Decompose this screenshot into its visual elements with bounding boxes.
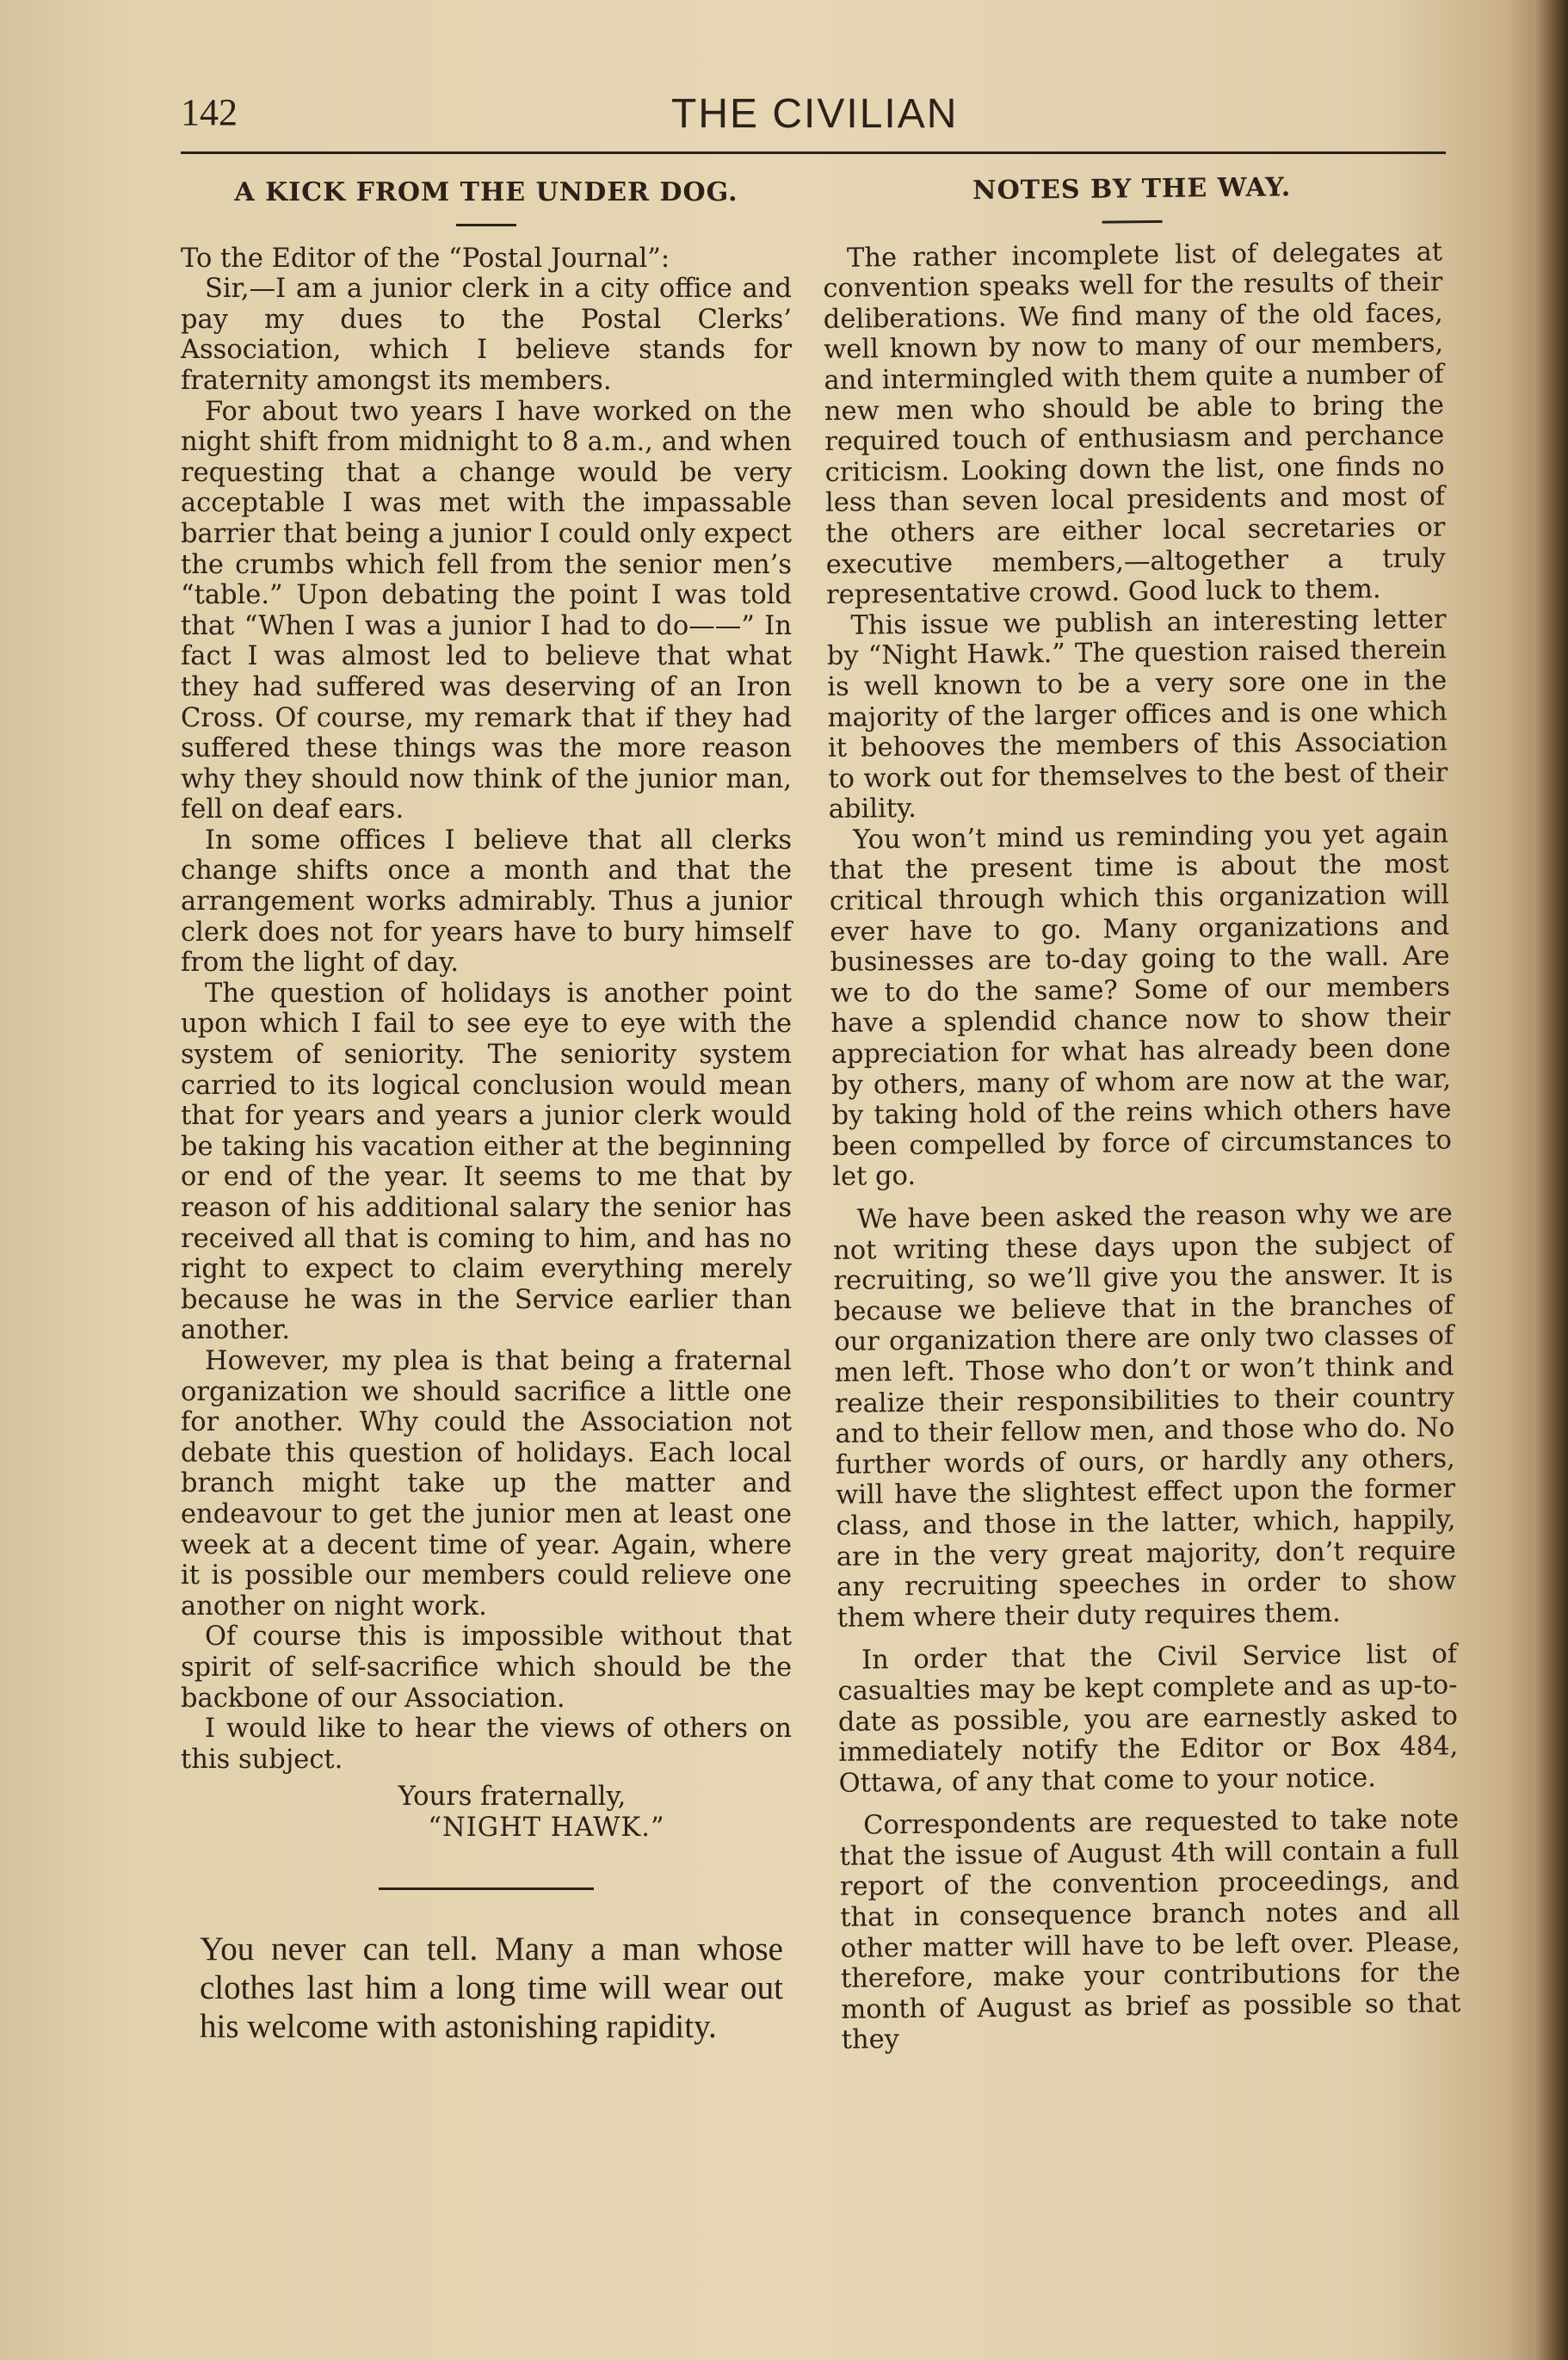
letter-paragraph: I would like to hear the views of others on this subject. xyxy=(181,1714,792,1775)
notes-paragraph: Correspondents are requested to take note that the issue of August 4th will contain a full report of the convention proceedings, and that in consequence branch notes and all other matter will have to be left over. Please, therefore, make your contributions for the month of August as brief as possible so that they xyxy=(839,1804,1461,2056)
notes-paragraph: We have been asked the reason why we are not writing these days upon the subject of recruiting, so we’ll give you the answer. It is because we believe that in the branches of our organization there are only two classes of men left. Those who don’t or won’t think and realize their responsibilities to their country and to their fellow men, and those who do. No further words of ours, or hardly any others, will have the slightest effect upon the former class, and those in the latter, which, happily, are in the very great majority, don’t require any recruiting speeches in order to show them where their duty requires them. xyxy=(832,1198,1457,1634)
article-title-notes: NOTES BY THE WAY. xyxy=(972,172,1292,207)
running-title: THE CIVILIAN xyxy=(671,91,959,137)
letter-paragraph: However, my plea is that being a fraternal organization we should sacrifice a little one for another. Why could the Association not debate this question of holidays. Each local branch might take up the matter and endeavour to get the junior men at least one week at a decent time of year. Again, where it is possible our members could relieve one another on night work. xyxy=(181,1345,792,1622)
right-column xyxy=(822,164,1461,2055)
header-rule xyxy=(181,151,1446,154)
letter-paragraph: Sir,—I am a junior clerk in a city office and pay my dues to the Postal Clerks’ Association, which I believe stands for fraternity amongst its members. xyxy=(181,274,792,396)
letter-paragraph: For about two years I have worked on the night shift from midnight to 8 a.m., and when requesting that a change would be very acceptable I was met with the impassable barrier that being a junior I could only expect the crumbs which fell from the senior men’s “table.” Upon debating the point I was told that “When I was a junior I had to do——” In fact I was almost led to believe that what they had suffered was deserving of an Iron Cross. Of course, my remark that if they had suffered these things was the more reason why they should now think of the junior man, fell on deaf ears. xyxy=(181,396,792,825)
signature: “NIGHT HAWK.” xyxy=(428,1812,665,1843)
letter-paragraph: In some offices I believe that all clerks change shifts once a month and that the arrangement works admirably. Thus a junior clerk does not for years have to bury himself from the light of day. xyxy=(181,825,792,979)
notes-paragraph: In order that the Civil Service list of casualties may be kept complete and as up-to-date as possible, you are earnestly asked to immediately notify the Editor or Box 484, Ottawa, of any that come to your notice. xyxy=(837,1639,1459,1799)
page-number: 142 xyxy=(181,91,238,133)
notes-paragraph: The rather incomplete list of delegates at convention speaks well for the results of their deliberations. We find many of the old faces, well known by now to many of our members, and intermingled with them quite a number of new men who should be able to bring the required touch of enthusiasm and perchance criticism. Looking down the list, one finds no less than seven local presidents and most of the others are either local secretaries or executive members,—altogether a truly representative crowd. Good luck to them. xyxy=(823,237,1446,611)
letter-closing xyxy=(181,1782,792,1843)
letter-paragraph: The question of holidays is another point upon which I fail to see eye to eye with the system of seniority. The seniority system carried to its logical conclusion would mean that for years and years a junior clerk would be taking his vacation either at the beginning or end of the year. It seems to me that by reason of his additional salary the senior has received all that is coming to him, and has no right to expect to claim everything merely because he was in the Service earlier than another. xyxy=(181,978,792,1346)
filler-quip: You never can tell. Many a man whose clothes last him a long time will wear out his welcome with astonishing rapidity. xyxy=(200,1931,783,2046)
title-rule xyxy=(1102,219,1163,223)
closing-line: Yours fraternally, xyxy=(398,1782,627,1813)
article-title-kick: A KICK FROM THE UNDER DOG. xyxy=(234,177,738,207)
notes-paragraph: This issue we publish an interesting letter by “Night Hawk.” The question raised therein is well known to be a very sore one in the majority of the larger offices and is one which it behooves the members of this Association to work out for themselves to the best of their ability. xyxy=(826,604,1448,825)
letter-paragraph: Of course this is impossible without that spirit of self-sacrifice which should be the backbone of our Association. xyxy=(181,1622,792,1714)
notes-paragraph: You won’t mind us reminding you yet again that the present time is about the most critical through which this organization will ever have to go. Many organizations and businesses are to-day going to the wall. Are we to do the same? Some of our members have a splendid chance now to show their appreciation for what has already been done by others, many of whom are now at the war, by taking hold of the reins which others have been compelled by force of circumstances to let go. xyxy=(829,819,1453,1193)
left-column xyxy=(181,170,792,2046)
page-header xyxy=(181,90,1446,151)
letter-salutation: To the Editor of the “Postal Journal”: xyxy=(181,243,670,274)
book-spine-shadow xyxy=(1534,0,1568,2360)
title-rule xyxy=(456,224,516,226)
section-rule xyxy=(379,1887,594,1890)
